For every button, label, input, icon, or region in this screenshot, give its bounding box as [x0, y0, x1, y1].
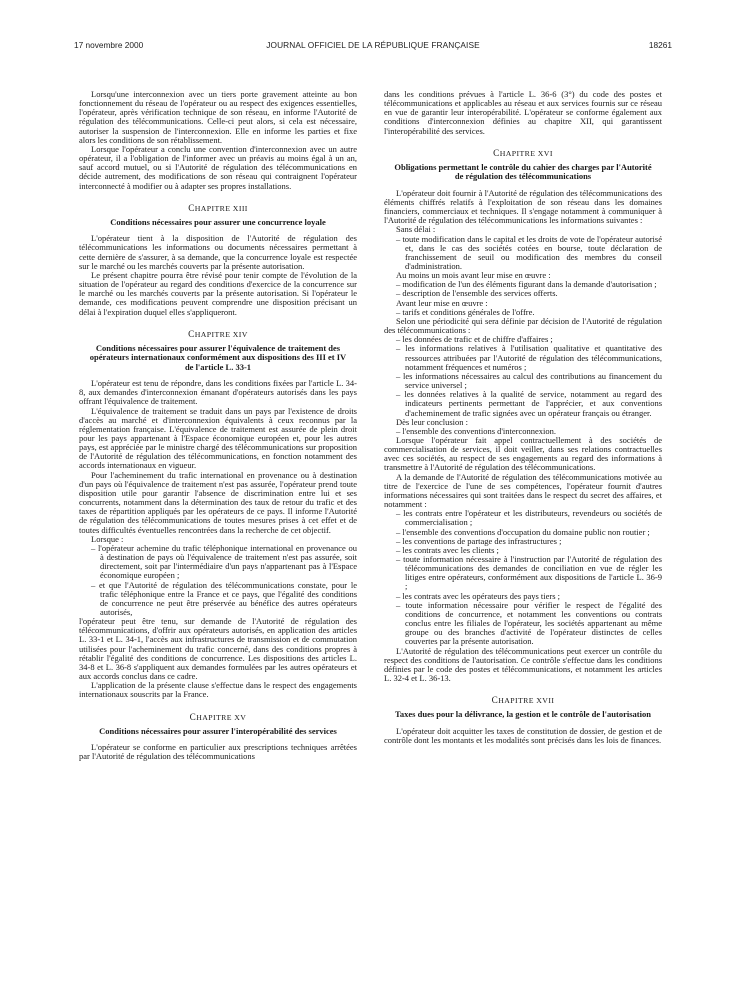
paragraph: Le présent chapitre pourra être révisé pour tenir compte de l'évolution de la situation de l'opérateur au regard des conditions d'exercice de la concurrence sur le marché ou les marchés couverts par la présente autorisation. Si l'opérateur le demande, ces modifications peuvent comprendre une disposition précisant un délai à l'expiration duquel elles s'appliqueront.	[79, 269, 357, 317]
paragraph: Lorsque l'opérateur fait appel contractuellement à des sociétés de commercialisation de services, il doit veiller, dans ses relations contractuelles avec ces sociétés, au respect de ses engagements au regard des informations à transmettre à l'Autorité de régulation des télécommunications.	[384, 434, 662, 473]
chapter-label: CHAPITRE XVI	[493, 147, 553, 158]
paragraph: Lorsque l'opérateur a conclu une convention d'interconnexion avec un autre opérateur, il a l'obligation de l'informer avec un préavis au moins égal à un an, sauf accord mutuel, ou si l'Autorité de régulation des télécommunications en décide autrement, des modifications de son réseau qui contraignent l'opérateur interconnecté à modifier ou à adapter ses propres installations.	[79, 143, 357, 191]
paragraph: Pour l'acheminement du trafic international en provenance ou à destination d'un pays où l'équivalence de traitement n'est pas assurée, l'opérateur prend toute disposition utile pour garantir l'absence de discrimination entre lui et ses concurrents, notamment dans la détermination des taux de retour du trafic et des taxes de répartition appliqués par les opérateurs de ce pays. Il informe l'Autorité de régulation des télécommunications de toutes mesures prises à cet effet et de toutes difficultés éventuelles rencontrées dans la recherche de cet objectif.	[79, 469, 357, 535]
list-item: – les contrats entre l'opérateur et les distributeurs, revendeurs ou sociétés de commercialisation ;	[396, 508, 662, 528]
paragraph: L'application de la présente clause s'effectue dans le respect des engagements internationaux souscrits par la France.	[79, 680, 357, 700]
paragraph: L'Autorité de régulation des télécommunications peut exercer un contrôle du respect des conditions de l'autorisation. Ce contrôle s'effectue dans les conditions définies par le code des postes et télécommunications, et notamment les articles L. 32-4 et L. 36-13.	[384, 645, 662, 684]
chapter-heading: Conditions nécessaires pour assurer l'interopérabilité des services	[99, 725, 337, 736]
header-date: 17 novembre 2000	[74, 40, 144, 50]
header-title: JOURNAL OFFICIEL DE LA RÉPUBLIQUE FRANÇAISE	[266, 40, 480, 50]
paragraph: L'opérateur se conforme en particulier aux prescriptions techniques arrêtées par l'Autorité de régulation des télécommunications	[79, 742, 357, 762]
list-item: – les données relatives à la qualité de service, notamment au regard des indicateurs pertinents permettant de l'apprécier, et aux conventions d'acheminement de trafic signées avec un opérateur français ou étranger.	[396, 389, 662, 418]
list-item: – les contrats avec les opérateurs des pays tiers ;	[396, 590, 561, 601]
list-item: – les contrats avec les clients ;	[396, 544, 499, 555]
right-column	[384, 90, 662, 970]
paragraph: Lorsque :	[91, 533, 124, 544]
paragraph: l'opérateur peut être tenu, sur demande de l'Autorité de régulation des télécommunications, d'offrir aux opérateurs autorisés, en application des articles L. 33-1 et L. 34-1, l'accès aux infrastructures de transmission et de commutation utilisées pour l'acheminement du trafic concerné, dans des conditions propres à rétablir l'égalité des conditions de concurrence. Les dispositions des articles L. 34-8 et L. 36-8 s'appliquent aux demandes formulées par les autres opérateurs et aux accords conclus dans ce cadre.	[79, 616, 357, 682]
paragraph: Lorsqu'une interconnexion avec un tiers porte gravement atteinte au bon fonctionnement du réseau de l'opérateur ou au respect des exigences essentielles, l'opérateur, après vérification technique de son réseau, en informe l'Autorité de régulation des télécommunications. Celle-ci peut alors, si cela est nécessaire, autoriser la suspension de l'interconnexion. Elle en informe les parties et fixe alors les conditions de son rétablissement.	[79, 90, 357, 145]
paragraph: L'équivalence de traitement se traduit dans un pays par l'existence de droits d'accès au marché et d'interconnexion équivalents à ceux reconnus par la réglementation française. L'équivalence de traitement est assurée de plein droit pour les pays appartenant à l'Espace économique européen et, pour les autres pays, est appréciée par le ministre chargé des télécommunications sur proposition de l'Autorité de régulation des télécommunications, en fonction notamment des accords internationaux en vigueur.	[79, 405, 357, 471]
left-column	[79, 90, 357, 970]
paragraph: dans les conditions prévues à l'article L. 36-6 (3°) du code des postes et télécommunications et applicables au réseau et aux services fournis sur ce réseau en vue de garantir leur interopérabilité. L'opérateur se conforme également aux conditions d'interconnexion définies au chapitre XII, qui garantissent l'interopérabilité des services.	[384, 90, 662, 136]
chapter-heading: Conditions nécessaires pour assurer une concurrence loyale	[110, 216, 326, 227]
paragraph: A la demande de l'Autorité de régulation des télécommunications motivée au titre de l'exercice de l'une de ses compétences, l'opérateur fournit d'autres informations nécessaires qui sont traitées dans le respect du secret des affaires, et notamment :	[384, 471, 662, 510]
chapter-heading: Conditions nécessaires pour assurer l'équivalence de traitement des opérateurs internationaux conformément aux dispositions des III et IV de l'article L. 33-1	[89, 342, 347, 372]
list-item: – les informations relatives à l'utilisation qualitative et quantitative des ressources attribuées par l'Autorité de régulation des télécommunications, notamment fréquences et numéros ;	[396, 343, 662, 372]
chapter-heading: Taxes dues pour la délivrance, la gestion et le contrôle de l'autorisation	[395, 709, 651, 720]
list-item: – les informations nécessaires au calcul des contributions au financement du service universel ;	[396, 370, 662, 391]
paragraph: Au moins un mois avant leur mise en œuvre :	[396, 270, 551, 281]
chapter-label: CHAPITRE XIII	[188, 202, 248, 213]
paragraph: L'opérateur doit acquitter les taxes de constitution de dossier, de gestion et de contrôle dont les montants et les modalités sont précisés dans les lois de finances.	[384, 725, 662, 745]
list-item: – l'ensemble des conventions d'occupation du domaine public non routier ;	[396, 526, 650, 537]
list-item: – modification de l'un des éléments figurant dans la demande d'autorisation ;	[396, 279, 657, 290]
paragraph: Selon une périodicité qui sera définie par décision de l'Autorité de régulation des télécommunications :	[384, 315, 662, 336]
list-item: – l'ensemble des conventions d'interconnexion.	[396, 425, 557, 436]
paragraph: Sans délai :	[396, 224, 436, 235]
paragraph: L'opérateur tient à la disposition de l'Autorité de régulation des télécommunications les informations ou documents nécessaires permettant à cette dernière de s'assurer, à sa demande, que la concurrence loyale est respectée sur le marché ou les marchés couverts par la présente autorisation.	[79, 233, 357, 271]
chapter-label: CHAPITRE XIV	[188, 328, 248, 339]
paragraph: L'opérateur doit fournir à l'Autorité de régulation des télécommunications des éléments chiffrés relatifs à l'exploitation de son réseau dans les domaines financiers, commerciaux et techniques. Il s'engage notamment à communiquer à l'Autorité de régulation des télécommunications les informations suivantes :	[384, 187, 662, 226]
paragraph: Dès leur conclusion :	[396, 416, 468, 427]
list-item: – tarifs et conditions générales de l'offre.	[396, 306, 535, 317]
list-item: – toute information nécessaire à l'instruction par l'Autorité de régulation des télécommunications des demandes de conciliation en vue de régler les litiges entre opérateurs, conformément aux dispositions de l'article L. 36-9 ;	[396, 554, 662, 592]
list-item: – toute modification dans le capital et les droits de vote de l'opérateur autorisé et, dans le cas des sociétés cotées en bourse, toute déclaration de franchissement de seuil ou modification des membres du conseil d'administration.	[396, 233, 662, 271]
list-item: – toute information nécessaire pour vérifier le respect de l'égalité des conditions de concurrence, et notamment les conventions ou contrats conclus entre les filiales de l'opérateur, les sociétés appartenant au même groupe ou des branches d'activité de l'opérateur distinctes de celles couvertes par la présente autorisation.	[396, 599, 662, 647]
list-item: – l'opérateur achemine du trafic téléphonique international en provenance ou à destination de pays où l'équivalence de traitement n'est pas assurée, soit directement, soit par l'intermédiaire d'un pays n'appartenant pas à l'Espace économique européen ;	[91, 542, 357, 581]
paragraph: Avant leur mise en œuvre :	[396, 297, 488, 308]
paragraph: L'opérateur est tenu de répondre, dans les conditions fixées par l'article L. 34-8, aux demandes d'interconnexion émanant d'opérateurs autorisés dans les pays offrant l'équivalence de traitement.	[79, 378, 357, 407]
page-number: 18261	[648, 40, 672, 50]
list-item: – et que l'Autorité de régulation des télécommunications constate, pour le trafic téléphonique entre la France et ce pays, que l'égalité des conditions de concurrence ne peut être préservée au bénéfice des autres opérateurs autorisés,	[91, 579, 357, 617]
chapter-label: CHAPITRE XVII	[491, 695, 555, 706]
list-item: – description de l'ensemble des services offerts.	[396, 288, 558, 299]
page-header	[74, 40, 672, 54]
chapter-heading: Obligations permettant le contrôle du cahier des charges par l'Autorité de régulation des télécommunications	[394, 161, 652, 182]
list-item: – les données de trafic et de chiffre d'affaires ;	[396, 334, 553, 345]
list-item: – les conventions de partage des infrastructures ;	[396, 535, 562, 546]
chapter-label: CHAPITRE XV	[189, 711, 247, 722]
